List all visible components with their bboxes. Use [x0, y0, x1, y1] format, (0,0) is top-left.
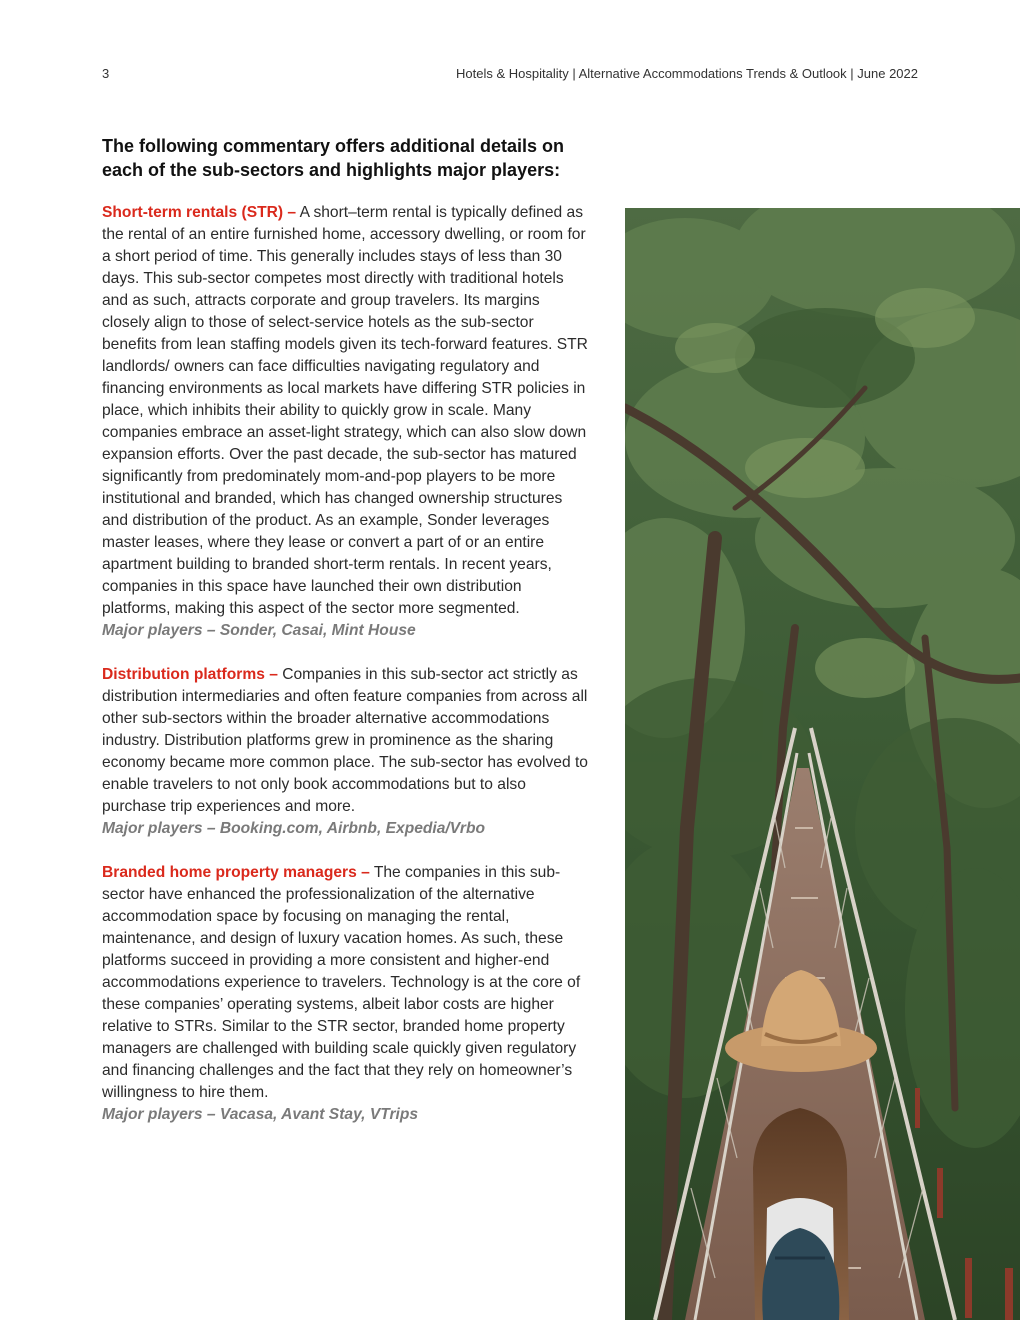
section-title: Distribution platforms –	[102, 666, 278, 683]
page-number: 3	[102, 66, 110, 81]
section-distribution-platforms	[102, 664, 588, 840]
section-paragraph	[102, 664, 588, 818]
page-header	[102, 66, 918, 86]
section-body: Companies in this sub-sector act strictly as distribution intermediaries and often feature companies from across all other sub-sectors within the broader alternative accommodations industry. Distribution platforms grew in prominence as the sharing economy became more common place. The sub-sector has evolved to enable travelers to not only book accommodations but to also purchase trip experiences and more.	[102, 666, 588, 815]
main-content	[102, 134, 588, 1148]
section-body: The companies in this sub-sector have enhanced the professionalization of the alternative accommodation space by focusing on managing the rental, maintenance, and design of luxury vacation homes. As such, these platforms succeed in providing a more consistent and higher-end accommodations experience to travelers. Technology is at the core of these companies’ operating systems, albeit labor costs are higher relative to STRs. Similar to the STR sector, branded home property managers are challenged with building scale quickly given regulatory and financing challenges and the fact that they rely on homeowner’s willingness to hire them.	[102, 864, 581, 1101]
section-paragraph	[102, 862, 588, 1104]
major-players: Major players – Sonder, Casai, Mint House	[102, 622, 416, 639]
section-paragraph	[102, 202, 588, 620]
section-short-term-rentals	[102, 202, 588, 642]
section-branded-home-property-managers	[102, 862, 588, 1126]
major-players: Major players – Vacasa, Avant Stay, VTrips	[102, 1106, 419, 1123]
intro-heading: The following commentary offers additional details on each of the sub-sectors and highlights major players:	[102, 136, 565, 180]
section-title: Branded home property managers –	[102, 864, 370, 881]
section-title: Short-term rentals (STR) –	[102, 204, 297, 221]
major-players: Major players – Booking.com, Airbnb, Expedia/Vrbo	[102, 820, 485, 837]
running-header: Hotels & Hospitality | Alternative Accommodations Trends & Outlook | June 2022	[456, 66, 918, 81]
section-body: A short–term rental is typically defined as the rental of an entire furnished home, accessory dwelling, or room for a short period of time. This generally includes stays of less than 30 days. This sub-sector competes most directly with traditional hotels and as such, attracts corporate and group travelers. Its margins closely align to those of select-service hotels as the sub-sector benefits from lean staffing models given its tech-forward features. STR landlords/ owners can face difficulties navigating regulatory and financing environments as local markets have differing STR policies in place, which inhibits their ability to quickly grow in scale. Many companies embrace an asset-light strategy, which can also slow down expansion efforts. Over the past decade, the sub-sector has matured significantly from predominately mom-and-pop players to be more institutional and branded, which has changed ownership structures and distribution of the product. As an example, Sonder leverages master leases, where they lease or convert a part of or an entire apartment building to branded short-term rentals. In recent years, companies in this space have launched their own distribution platforms, making this aspect of the sector more segmented.	[102, 204, 588, 617]
forest-suspension-bridge-photo	[625, 208, 1020, 1320]
